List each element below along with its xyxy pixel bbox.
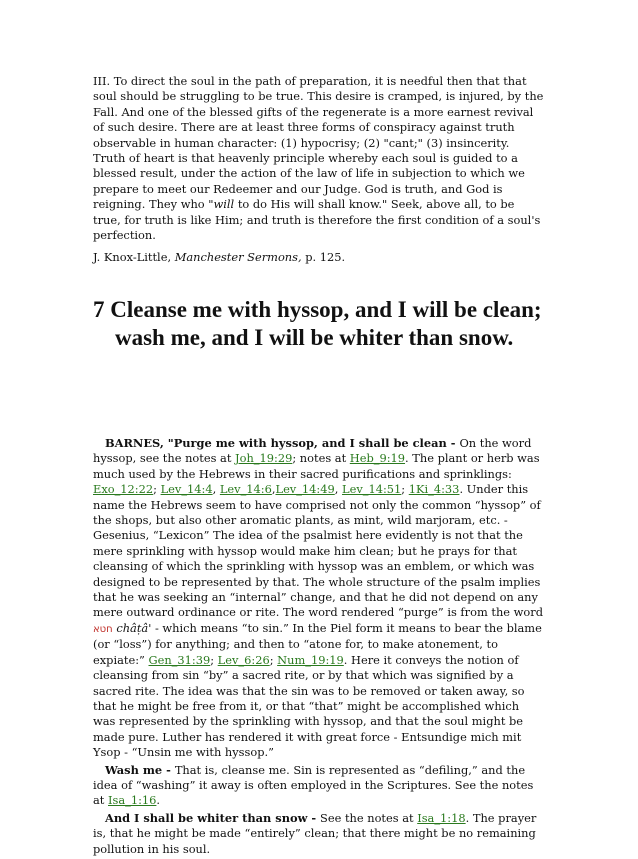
ref-num-19-19[interactable]: Num_19:19 xyxy=(277,652,344,667)
ref-joh-19-29[interactable]: Joh_19:29 xyxy=(235,451,293,466)
ref-gen-31-39[interactable]: Gen_31:39 xyxy=(148,652,211,667)
transliteration: châṭâ' xyxy=(116,620,152,635)
ref-isa-1-18[interactable]: Isa_1:18 xyxy=(417,810,466,825)
verse-heading-line2: wash me, and I will be whiter than snow. xyxy=(115,325,514,350)
ref-lev-14-49[interactable]: Lev_14:49 xyxy=(275,482,335,497)
citation-work: Manchester Sermons, xyxy=(174,250,302,265)
sermon-excerpt xyxy=(93,74,545,266)
citation: J. Knox-Little, Manchester Sermons, p. 125. xyxy=(93,250,346,265)
barnes-lead: BARNES, "Purge me with hyssop, and I shall be clean - xyxy=(105,436,460,450)
hebrew-word: חטא xyxy=(93,623,113,635)
wash-lead: Wash me - xyxy=(105,762,175,777)
whiter-lead: And I shall be whiter than snow - xyxy=(105,810,321,825)
sermon-paragraph: III. To direct the soul in the path of preparation, it is needful then that that soul should be struggling to be true. This desire is cramped, is injured, by the Fall. And one of the blessed gifts of the regenerate is a more earnest revival of such desire. There are at least three forms of conspiracy against truth observable in human character: (1) hypocrisy; (2) "cant;" (3) insincerity. Truth of heart is that heavenly principle whereby each soul is guided to a blessed result, under the action of the law of life in subjection to which we prepare to meet our Redeemer and our Judge. God is truth, and God is reigning. They who "will to do His will shall know." Seek, above all, to be true, for truth is like Him; and truth is therefore the first condition of a soul's perfection. xyxy=(93,74,544,243)
ref-exo-12-22[interactable]: Exo_12:22 xyxy=(93,482,154,497)
ref-lev-14-4[interactable]: Lev_14:4 xyxy=(160,482,213,497)
ref-lev-6-26[interactable]: Lev_6:26 xyxy=(217,652,270,667)
ref-1ki-4-33[interactable]: 1Ki_4:33 xyxy=(408,482,460,497)
ref-lev-14-51[interactable]: Lev_14:51 xyxy=(342,482,402,497)
ref-lev-14-6[interactable]: Lev_14:6 xyxy=(219,482,272,497)
ref-heb-9-19[interactable]: Heb_9:19 xyxy=(349,451,406,466)
commentary xyxy=(93,436,545,859)
ref-isa-1-16[interactable]: Isa_1:16 xyxy=(108,793,157,808)
verse-heading-line1: 7 Cleanse me with hyssop, and I will be clean; xyxy=(93,297,542,322)
whiter-paragraph: And I shall be whiter than snow - See the notes at Isa_1:18. The prayer is, that he might be made “entirely” clean; that there might be no remaining pollution in his soul. xyxy=(93,810,537,856)
emphasis-will: will xyxy=(213,197,235,212)
wash-paragraph: Wash me - That is, cleanse me. Sin is represented as “defiling,” and the idea of “washing” it away is often employed in the Scriptures. See the notes at Isa_1:16. xyxy=(93,762,534,808)
verse-heading xyxy=(93,296,553,352)
barnes-paragraph: BARNES, "Purge me with hyssop, and I shall be clean - On the word hyssop, see the notes at Joh_19:29; notes at Heb_9:19. The plant or herb was much used by the Hebrews in their sacred purifications and sprinklings: Exo_12:22; Lev_14:4, Lev_14:6,Lev_14:49, Lev_14:51; 1Ki_4:33. Under this name the Hebrews seem to have comprised not only the common “hyssop” of the shops, but also other aromatic plants, as mint, wild marjoram, etc. - Gesenius, “Lexicon” The idea of the psalmist here evidently is not that the mere sprinkling with hyssop would make him clean; but he prays for that cleansing of which the sprinkling with hyssop was an emblem, or which was designed to be represented by that. The whole structure of the psalm implies that he was seeking an “internal” change, and that he did not depend on any mere outward ordinance or rite. The word rendered “purge” is from the word חטא châṭâ' - which means “to sin.” In the Piel form it means to bear the blame (or “loss”) for anything; and then to “atone for, to make atonement, to expiate:” Gen_31:39; Lev_6:26; Num_19:19. Here it conveys the notion of cleansing from sin “by” a sacred rite, or by that which was signified by a sacred rite. The idea was that the sin was to be removed or taken away, so that he might be free from it, or that “that” might be accomplished which was represented by the sprinkling with hyssop, and that the soul might be made pure. Luther has rendered it with great force - Entsundige mich mit Ysop - “Unsin me with hyssop.” xyxy=(93,436,543,760)
